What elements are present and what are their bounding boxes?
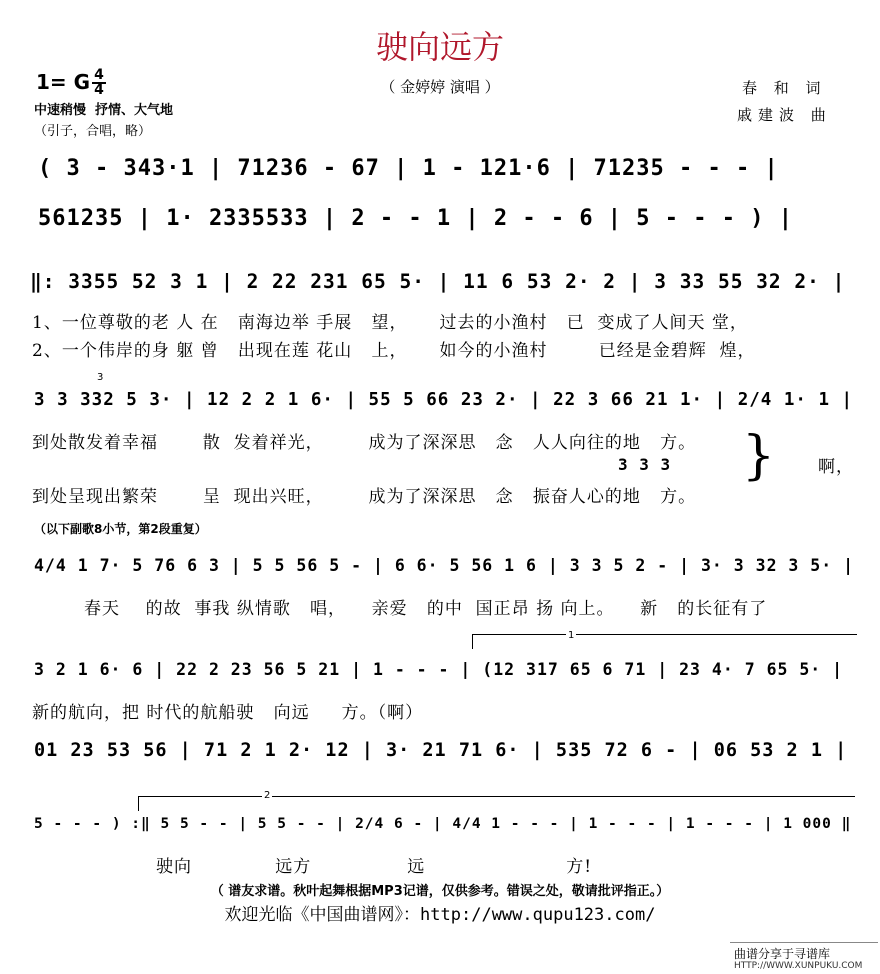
volta-bracket-1 [472,634,857,649]
volta-label-1: 1 [568,630,575,641]
lyric-verse2-line1: 2、一个伟岸的身 躯 曾 出现在莲 花山 上， 如今的小渔村 已经是金碧辉 煌， [32,341,756,361]
lyric-ending: 驶向 远方 远 方! [156,857,593,877]
tempo-marking: 中速稍慢 抒情、大气地 [34,103,174,118]
lyricist-credit: 春 和 词 [742,79,827,97]
lyric-verse1-line1: 1、一位尊敬的老 人 在 南海边举 手展 望， 过去的小渔村 已 变成了人间天 堂， [32,313,748,333]
volta-bracket-2 [138,796,855,811]
lyric-chorus-line1: 春天 的故 事我 纵情歌 唱， 亲爱 的中 国正昂 扬 向上。 新 的长征有了 [84,599,768,619]
lyric-verse2-line2: 到处呈现出繁荣 呈 现出兴旺， 成为了深深思 念 振奋人心的地 方。 [32,487,697,507]
watermark-text: 曲谱分享于寻谱库 [734,947,831,961]
page-title: 驶向远方 [375,28,504,66]
music-line-7: 01 23 53 56 | 71 2 1 2· 12 | 3· 21 71 6· | 535 72 6 - | 06 53 2 1 | [34,740,848,761]
music-line-1: ( 3 - 343·1 | 71236 - 67 | 1 - 121·6 | 71235 - - - | [38,156,779,181]
volta-label-2: 2 [264,790,271,801]
singer-credit: （ 金婷婷 演唱 ） [380,78,500,96]
music-line-6: 3 2 1 6· 6 | 22 2 23 56 5 21 | 1 - - - | (12 317 65 6 71 | 23 4· 7 65 5· | [34,660,844,679]
chorus-note: （以下副歌8小节，第2段重复） [34,522,207,536]
key-signature: 1= G [36,70,91,94]
lyric-verse1-line2: 到处散发着幸福 散 发着祥光， 成为了深深思 念 人人向往的地 方。 [32,433,697,453]
music-line-4: 3 3 332 5 3· | 12 2 2 1 6· | 55 5 66 23 2· | 22 3 66 21 1· | 2/4 1· 1 | [34,390,854,410]
lyric-ah: 啊， [818,457,854,477]
watermark-url: HTTP://WWW.XUNPUKU.COM [734,961,863,971]
brace-symbol: } [742,426,776,486]
composer-credit: 戚建波 曲 [737,106,832,124]
music-line-3: ‖: 3355 52 3 1 | 2 22 231 65 5· | 11 6 53 2· 2 | 3 33 55 32 2· | [30,270,846,293]
footer-note: （ 谱友求谱。秋叶起舞根据MP3记谱，仅供参考。错误之处，敬请批评指正。） [210,884,670,899]
lyric-chorus-line2: 新的航向，把 时代的航船驶 向远 方。（啊） [32,703,424,723]
intro-note: （引子，合唱，略） [34,124,152,139]
watermark-box [730,942,878,973]
footer-site: 欢迎光临《中国曲谱网》：http://www.qupu123.com/ [224,905,656,925]
music-line-8: 5 - - - ) :‖ 5 5 - - | 5 5 - - | 2/4 6 - | 4/4 1 - - - | 1 - - - | 1 - - - | 1 000 ‖ [34,816,852,832]
music-line-2: 561235 | 1· 2335533 | 2 - - 1 | 2 - - 6 | 5 - - - ) | [38,206,793,231]
alternate-notes: 3 3 3 [618,455,672,474]
triplet-mark: 3 [97,372,104,383]
music-line-5: 4/4 1 7· 5 76 6 3 | 5 5 56 5 - | 6 6· 5 56 1 6 | 3 3 5 2 - | 3· 3 32 3 5· | [34,556,855,575]
time-signature: $\frac{4}{4}$ [92,69,106,97]
